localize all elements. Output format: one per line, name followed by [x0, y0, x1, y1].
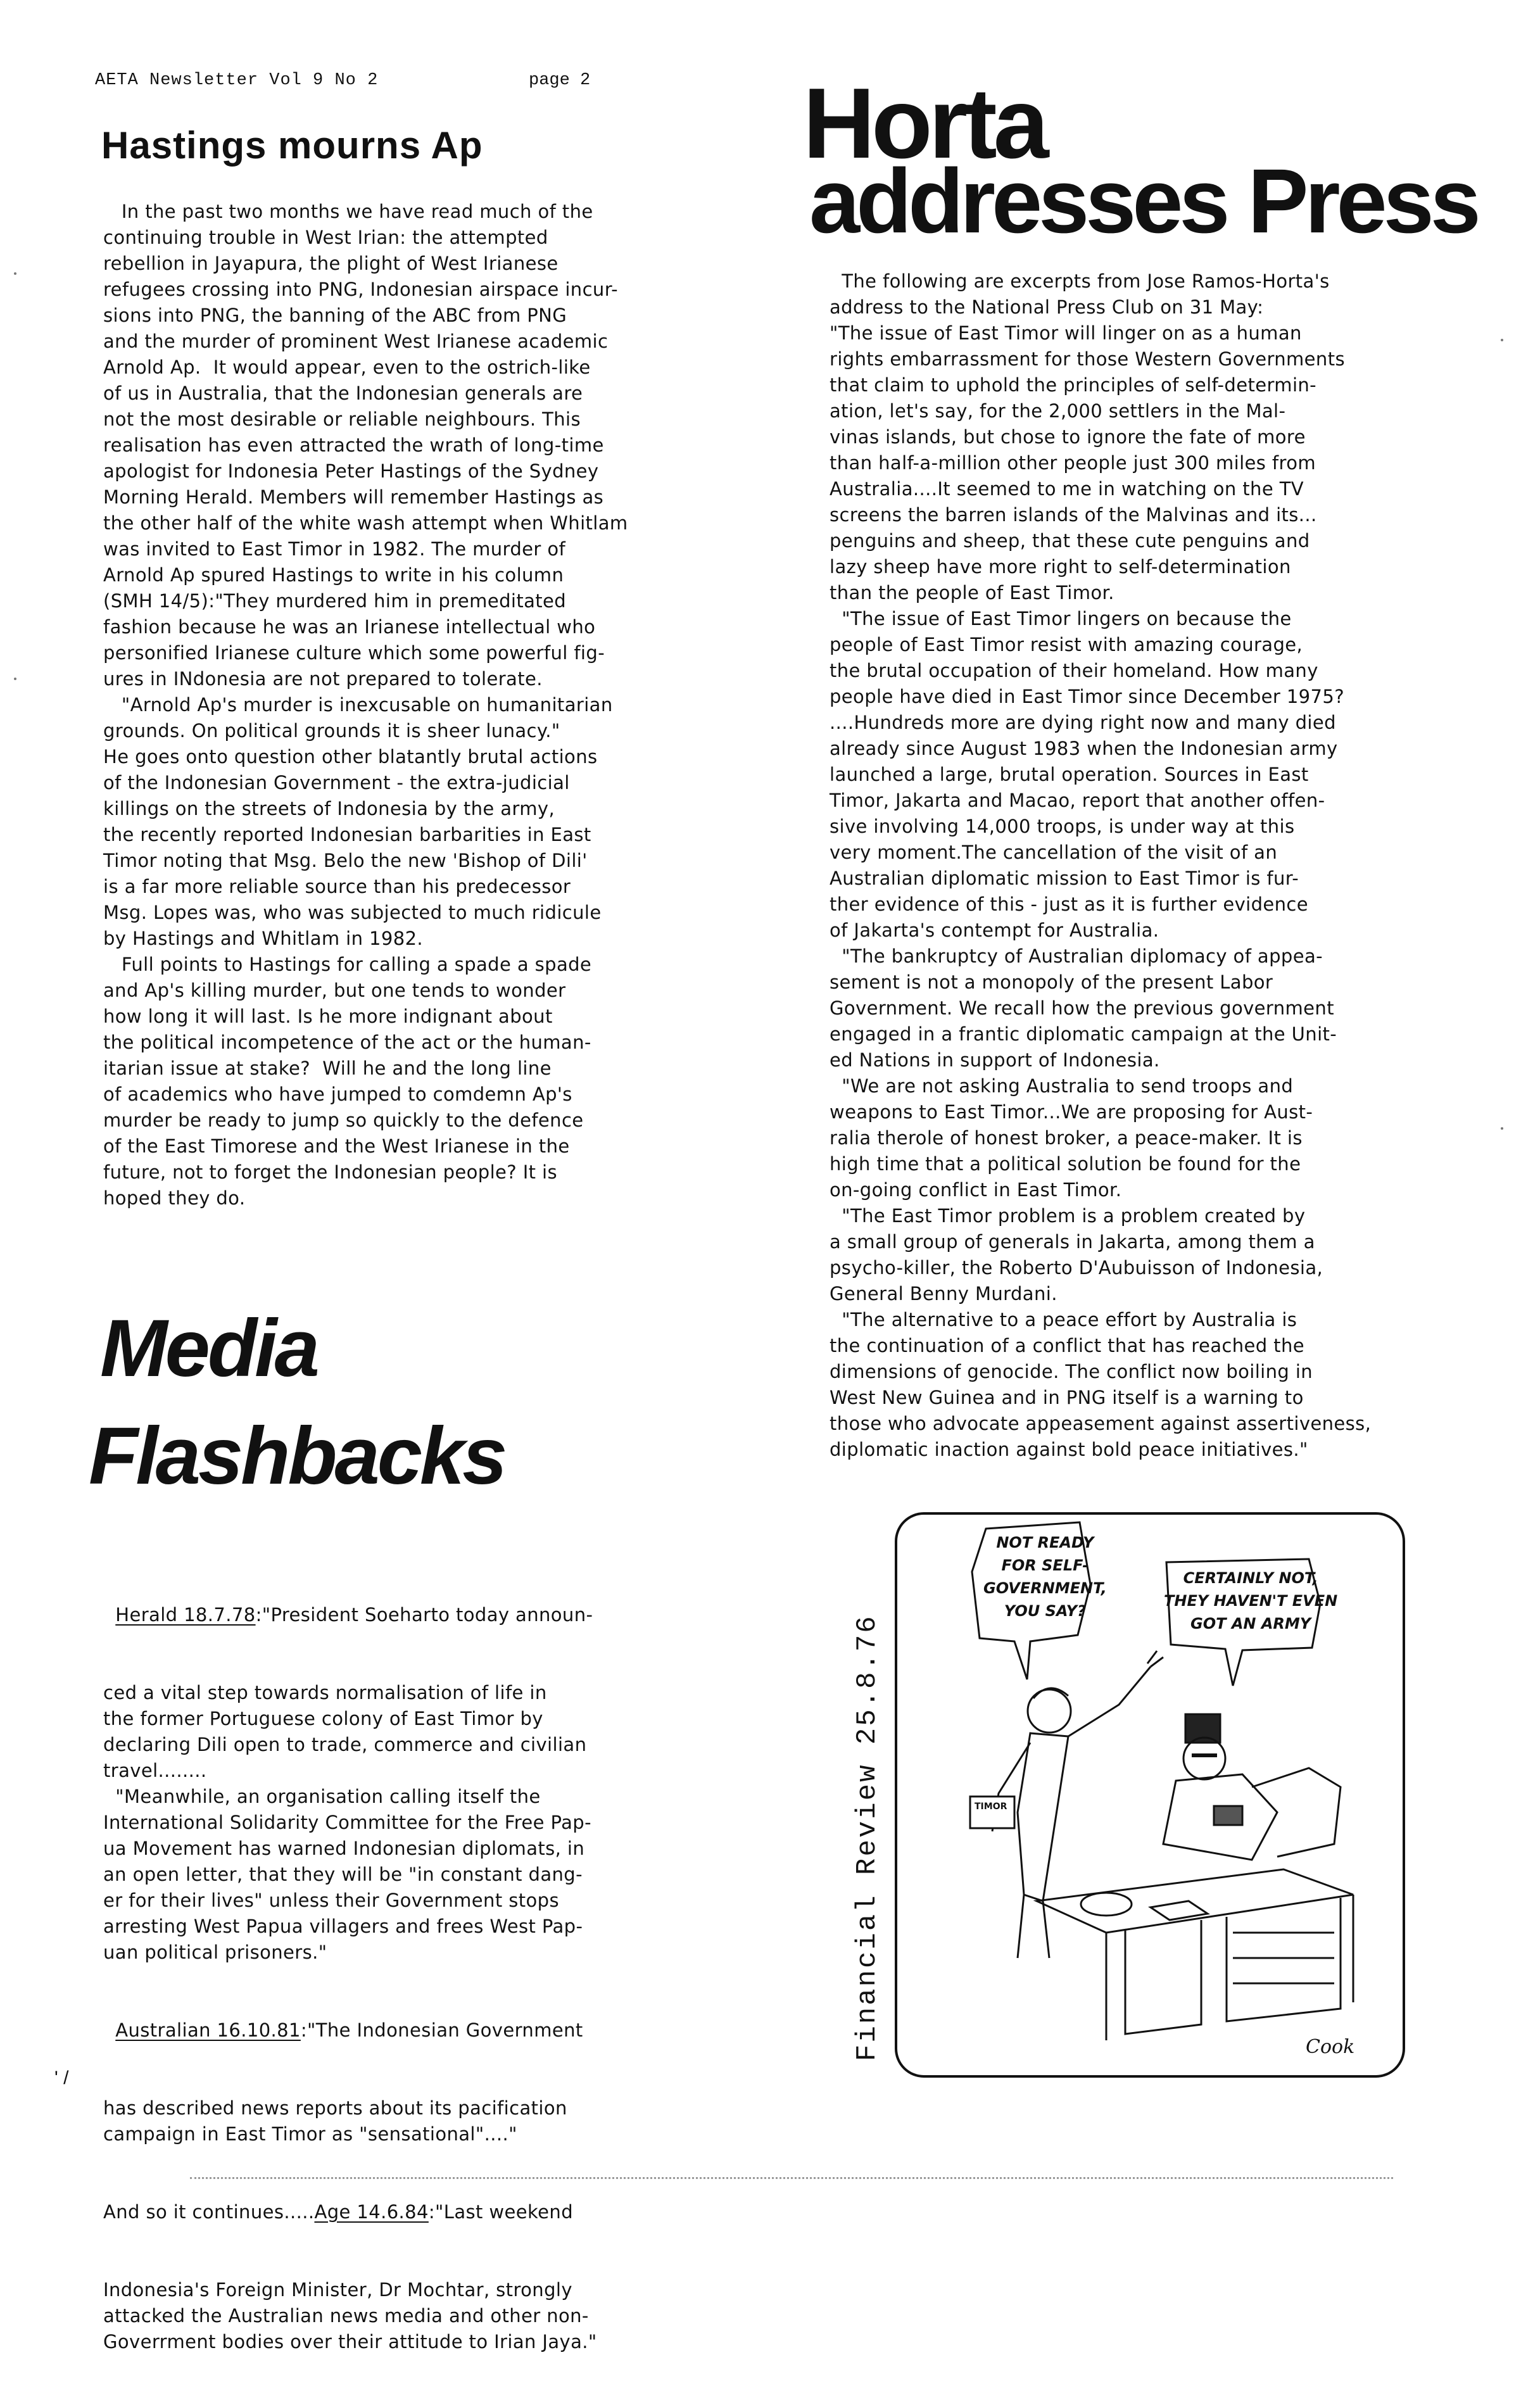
source-australian: Australian 16.10.81 — [115, 2019, 301, 2041]
horta-headline-line1: Horta — [803, 68, 1045, 179]
text-line: diplomatic inaction against bold peace initiatives." — [830, 1439, 1308, 1460]
cartoon-caption: Financial Review 25.8.76 — [852, 1614, 883, 2061]
scan-speck — [1501, 1127, 1503, 1130]
text-line: "The issue of East Timor will linger on as a human — [830, 322, 1302, 344]
media-paragraph-b — [103, 2095, 597, 2147]
text-line: Msg. Lopes was, who was subjected to much ridicule — [103, 902, 602, 923]
media-paragraph-c — [103, 2277, 597, 2355]
media-paragraph-a — [103, 1680, 597, 1966]
running-head: AETA Newsletter Vol 9 No 2 — [95, 71, 379, 90]
text-line: has described news reports about its pacification — [103, 2097, 567, 2119]
text-line: "The alternative to a peace effort by Australia is — [830, 1309, 1297, 1330]
text-line: by Hastings and Whitlam in 1982. — [103, 928, 424, 949]
text-line: campaign in East Timor as "sensational"...." — [103, 2123, 517, 2145]
text-line: refugees crossing into PNG, Indonesian airspace incur- — [103, 279, 619, 300]
text-line: engaged in a frantic diplomatic campaign at the Unit- — [830, 1023, 1337, 1045]
text-line: fashion because he was an Irianese intellectual who — [103, 616, 596, 638]
scan-speck — [14, 272, 16, 275]
text-line: high time that a political solution be found for the — [830, 1153, 1301, 1175]
seated-general — [1163, 1714, 1341, 1860]
desk — [1037, 1869, 1353, 2040]
source-herald: Herald 18.7.78 — [115, 1604, 256, 1626]
text-line: penguins and sheep, that these cute penguins and — [830, 530, 1310, 552]
text-line: ....Hundreds more are dying right now and many died — [830, 712, 1336, 733]
text-line: and the murder of prominent West Irianese academic — [103, 331, 609, 352]
text-line: Arnold Ap. It would appear, even to the ostrich-like — [103, 357, 591, 378]
media-line: Australian 16.10.81:"The Indonesian Government — [115, 2019, 583, 2041]
text-line: very moment.The cancellation of the visit of an — [830, 842, 1278, 863]
media-line: And so it continues.....Age 14.6.84:"Last weekend — [103, 2201, 574, 2223]
text-line: already since August 1983 when the Indonesian army — [830, 738, 1338, 759]
text-line: Indonesia's Foreign Minister, Dr Mochtar, strongly — [103, 2279, 572, 2301]
text-line: apologist for Indonesia Peter Hastings of the Sydney — [103, 460, 599, 482]
scan-noise-bottom — [190, 2177, 1393, 2183]
text-line: He goes onto question other blatantly brutal actions — [103, 746, 598, 767]
text-line: sive involving 14,000 troops, is under way at this — [830, 816, 1295, 837]
hastings-body — [103, 199, 628, 1211]
text-line: address to the National Press Club on 31 May: — [830, 296, 1264, 318]
text-line: "The East Timor problem is a problem created by — [830, 1205, 1306, 1227]
text-line: In the past two months we have read much of the — [103, 201, 593, 222]
text-line: screens the barren islands of the Malvinas and its... — [830, 504, 1317, 526]
text-line: uan political prisoners." — [103, 1942, 327, 1963]
artist-signature: Cook — [1306, 2036, 1355, 2058]
text-line: ua Movement has warned Indonesian diplomats, in — [103, 1838, 585, 1859]
text-line: International Solidarity Committee for the Free Pap- — [103, 1812, 591, 1833]
text-line: sement is not a monopoly of the present Labor — [830, 971, 1273, 993]
source-age: Age 14.6.84 — [314, 2201, 429, 2223]
text-line: Full points to Hastings for calling a spade a spade — [103, 954, 592, 975]
text-line: launched a large, brutal operation. Sources in East — [830, 764, 1309, 785]
text-line: "Meanwhile, an organisation calling itself the — [103, 1786, 541, 1807]
text-line: er for their lives" unless their Government stops — [103, 1890, 559, 1911]
text-line: the political incompetence of the act or the human- — [103, 1032, 591, 1053]
text-line: rights embarrassment for those Western Governments — [830, 348, 1345, 370]
text-line: Government. We recall how the previous government — [830, 997, 1334, 1019]
media-line: Herald 18.7.78:"President Soeharto today announ- — [115, 1604, 593, 1626]
text-line: the former Portuguese colony of East Timor by — [103, 1708, 543, 1729]
text-line: than half-a-million other people just 300 miles from — [830, 452, 1316, 474]
text-line: ced a vital step towards normalisation of life in — [103, 1682, 547, 1703]
text-line: future, not to forget the Indonesian people? It is — [103, 1161, 558, 1183]
text-line: of the East Timorese and the West Irianese in the — [103, 1135, 570, 1157]
text-line: attacked the Australian news media and other non- — [103, 2305, 589, 2327]
text-line: and Ap's killing murder, but one tends to wonder — [103, 980, 566, 1001]
text-line: is a far more reliable source than his predecessor — [103, 876, 571, 897]
text-line: Timor, Jakarta and Macao, report that another offen- — [830, 790, 1325, 811]
text-line: ures in INdonesia are not prepared to tolerate. — [103, 668, 543, 690]
text-line: personified Irianese culture which some powerful fig- — [103, 642, 605, 664]
text-line: Australia....It seemed to me in watching on the TV — [830, 478, 1304, 500]
text-line: the continuation of a conflict that has reached the — [830, 1335, 1304, 1356]
text-line: that claim to uphold the principles of self-determin- — [830, 374, 1317, 396]
text-line: people have died in East Timor since December 1975? — [830, 686, 1345, 707]
text-line: the brutal occupation of their homeland. How many — [830, 660, 1318, 681]
horta-headline-line2: addresses Press — [809, 150, 1477, 252]
scan-speck — [14, 678, 16, 680]
text-line: (SMH 14/5):"They murdered him in premeditated — [103, 590, 567, 612]
text-line: declaring Dili open to trade, commerce and civilian — [103, 1734, 587, 1755]
text-line: ther evidence of this - just as it is further evidence — [830, 894, 1309, 915]
text-line: ed Nations in support of Indonesia. — [830, 1049, 1160, 1071]
text-line: not the most desirable or reliable neighbours. This — [103, 408, 581, 430]
text-line: "We are not asking Australia to send troops and — [830, 1075, 1294, 1097]
media-headline-line1: Media — [100, 1303, 317, 1394]
text-line: how long it will last. Is he more indignant about — [103, 1006, 553, 1027]
text-line: "Arnold Ap's murder is inexcusable on humanitarian — [103, 694, 613, 716]
text-line: of academics who have jumped to comdemn Ap's — [103, 1083, 572, 1105]
text-line: killings on the streets of Indonesia by the army, — [103, 798, 555, 819]
text-line: an open letter, that they will be "in constant dang- — [103, 1864, 583, 1885]
text-line: vinas islands, but chose to ignore the fate of more — [830, 426, 1306, 448]
page-number: page 2 — [529, 71, 591, 90]
horta-body — [830, 268, 1371, 1463]
text-line: murder be ready to jump so quickly to the defence — [103, 1109, 584, 1131]
text-line: of Jakarta's contempt for Australia. — [830, 919, 1159, 941]
text-line: those who advocate appeasement against assertiveness, — [830, 1413, 1372, 1434]
text-line: the recently reported Indonesian barbarities in East — [103, 824, 591, 845]
timor-folder-label: TIMOR — [975, 1802, 1007, 1812]
text-line: of the Indonesian Government - the extra-judicial — [103, 772, 570, 793]
text-line: dimensions of genocide. The conflict now boiling in — [830, 1361, 1313, 1382]
speech-bubble-right-text: CERTAINLY NOT, THEY HAVEN'T EVEN GOT AN ARMY — [1164, 1569, 1338, 1633]
text-line: rebellion in Jayapura, the plight of West Irianese — [103, 253, 559, 274]
text-line: Arnold Ap spured Hastings to write in his column — [103, 564, 564, 586]
text-line: lazy sheep have more right to self-determination — [830, 556, 1291, 578]
text-line: Timor noting that Msg. Belo the new 'Bishop of Dili' — [103, 850, 588, 871]
text-line: than the people of East Timor. — [830, 582, 1114, 603]
text-line: Morning Herald. Members will remember Hastings as — [103, 486, 604, 508]
text-line: "The issue of East Timor lingers on because the — [830, 608, 1292, 629]
text-line: arresting West Papua villagers and frees West Pap- — [103, 1916, 583, 1937]
text-line: ralia therole of honest broker, a peace-maker. It is — [830, 1127, 1303, 1149]
text-line: itarian issue at stake? Will he and the long line — [103, 1058, 552, 1079]
scan-speck — [1501, 339, 1503, 341]
text-line: the other half of the white wash attempt when Whitlam — [103, 512, 628, 534]
text-line: psycho-killer, the Roberto D'Aubuisson of Indonesia, — [830, 1257, 1323, 1279]
text-line: grounds. On political grounds it is sheer lunacy." — [103, 720, 560, 742]
text-line: The following are excerpts from Jose Ramos-Horta's — [830, 270, 1330, 292]
text-line: realisation has even attracted the wrath of long-time — [103, 434, 604, 456]
text-line: was invited to East Timor in 1982. The murder of — [103, 538, 566, 560]
standing-figure — [992, 1651, 1163, 1958]
media-headline-line2: Flashbacks — [89, 1411, 505, 1501]
stray-mark: ' / — [54, 2068, 69, 2088]
media-body — [103, 1550, 597, 2381]
speech-bubble-left-text: NOT READY FOR SELF- GOVERNMENT, YOU SAY? — [983, 1534, 1107, 1620]
text-line: Goverrment bodies over their attitude to Irian Jaya." — [103, 2331, 597, 2353]
text-line: "The bankruptcy of Australian diplomacy of appea- — [830, 945, 1323, 967]
text-line: sions into PNG, the banning of the ABC from PNG — [103, 305, 567, 326]
text-line: of us in Australia, that the Indonesian generals are — [103, 382, 583, 404]
hastings-headline: Hastings mourns Ap — [101, 124, 483, 167]
text-line: a small group of generals in Jakarta, among them a — [830, 1231, 1315, 1253]
text-line: hoped they do. — [103, 1187, 246, 1209]
text-line: ation, let's say, for the 2,000 settlers in the Mal- — [830, 400, 1286, 422]
text-line: travel........ — [103, 1760, 207, 1781]
text-line: on-going conflict in East Timor. — [830, 1179, 1122, 1201]
text-line: weapons to East Timor...We are proposing for Aust- — [830, 1101, 1313, 1123]
text-line: General Benny Murdani. — [830, 1283, 1057, 1304]
text-line: Australian diplomatic mission to East Timor is fur- — [830, 868, 1299, 889]
text-line: people of East Timor resist with amazing courage, — [830, 634, 1303, 655]
text-line: West New Guinea and in PNG itself is a warning to — [830, 1387, 1304, 1408]
text-line: continuing trouble in West Irian: the attempted — [103, 227, 548, 248]
